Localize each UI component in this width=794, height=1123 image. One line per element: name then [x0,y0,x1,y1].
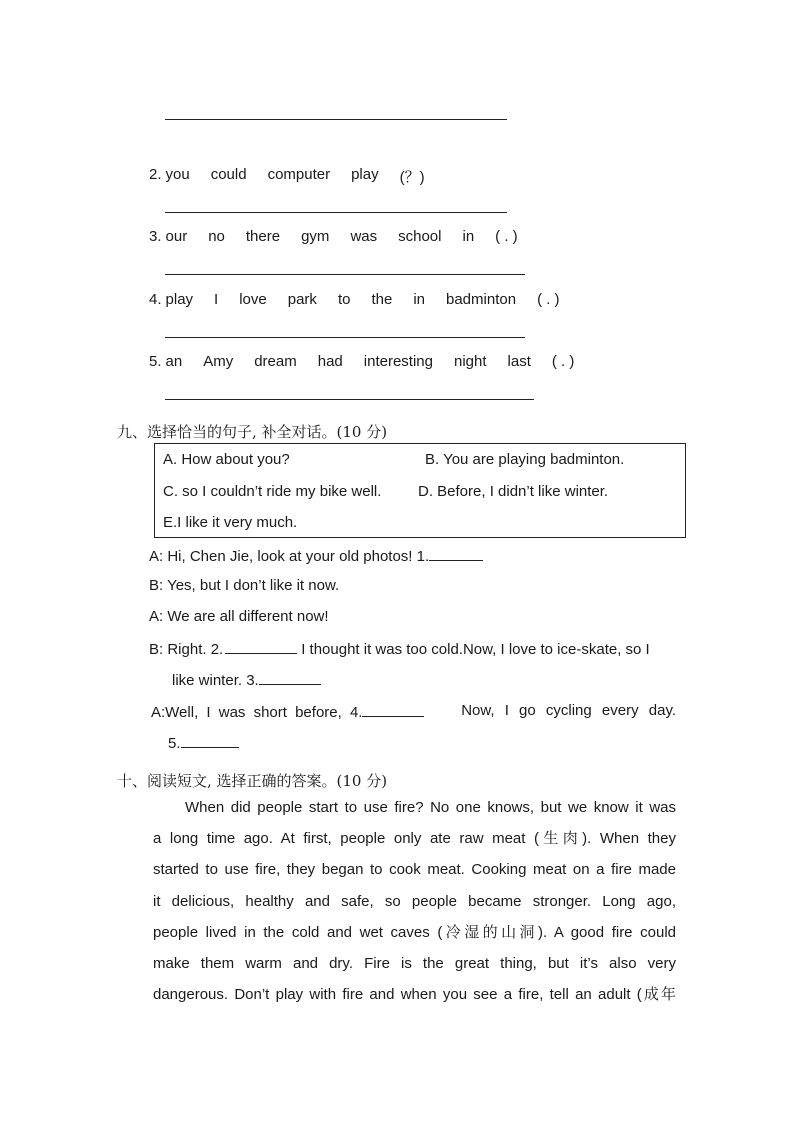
option-e: E.I like it very much. [163,514,298,531]
dialogue-text: like winter. 3. [172,672,259,689]
word: school [398,228,442,245]
option-c: C. so I couldn’t ride my bike well. [163,483,382,500]
dialogue-line-5 [172,670,321,689]
word: computer [267,166,331,183]
dialogue-line-7 [168,733,239,752]
item-3 [149,228,518,245]
word: in [462,228,475,245]
word: love [239,291,267,308]
passage-line: When did people start to use fire? No one knows, but we know it was [185,799,676,816]
word: Amy [203,353,234,370]
word: to [337,291,351,308]
answer-line-4[interactable] [165,337,525,338]
passage-line: a long time ago. At first, people only ate raw meat (生肉). When they [153,830,676,848]
item-5 [149,353,574,370]
passage-line: people lived in the cold and wet caves (冷湿的山洞). A good fire could [153,923,676,941]
word: gym [301,228,330,245]
word: badminton [446,291,517,308]
answer-line-1[interactable] [165,119,507,120]
options-box [154,443,686,538]
word: play [165,291,194,308]
word: the [371,291,393,308]
word: interesting [363,353,433,370]
dialogue-line-2: B: Yes, but I don’t like it now. [149,577,340,594]
blank-2[interactable] [225,639,297,654]
item-5-number: 5. [149,353,162,370]
option-d: D. Before, I didn’t like winter. [418,483,609,500]
blank-4[interactable] [362,702,424,717]
word: ( . ) [495,228,518,245]
passage-line: dangerous. Don’t play with fire and when you see a fire, tell an adult (成年 [153,986,676,1004]
dialogue-line-3: A: We are all different now! [149,608,329,625]
word: dream [254,353,297,370]
section-9-title: 九、选择恰当的句子, 补全对话。(10 分) [117,423,388,441]
passage-line: make them warm and dry. Fire is the great thing, but it’s also very [153,954,676,972]
dialogue-line-6 [151,702,676,721]
word: no [208,228,225,245]
dialogue-text: B: Right. 2. [149,641,224,658]
dialogue-text: I thought it was too cold.Now, I love to ice-skate, so I [301,641,650,658]
item-2-number: 2. [149,166,162,183]
option-a: A. How about you? [163,451,290,468]
answer-line-3[interactable] [165,274,525,275]
word: (？) [399,169,425,186]
word: had [317,353,343,370]
word: could [210,166,247,183]
item-4 [149,291,560,308]
passage-line: it delicious, healthy and safe, so people became stronger. Long ago, [153,892,676,910]
word: last [507,353,531,370]
blank-3[interactable] [259,670,321,685]
word: park [287,291,317,308]
word: our [165,228,188,245]
dialogue-line-4 [149,639,650,658]
word: play [351,166,379,183]
word: ( . ) [537,291,560,308]
dialogue-text: Now, I go cycling every day. [461,702,676,719]
word: night [453,353,487,370]
blank-1[interactable] [429,546,483,561]
passage-line: started to use fire, they began to cook meat. Cooking meat on a fire made [153,861,676,879]
option-b: B. You are playing badminton. [425,451,625,468]
word: an [165,353,183,370]
word: you [165,166,190,183]
word: was [350,228,378,245]
word: there [245,228,281,245]
dialogue-line-1 [149,546,483,565]
item-3-number: 3. [149,228,162,245]
answer-line-5[interactable] [165,399,534,400]
word: in [413,291,425,308]
section-10-title: 十、阅读短文, 选择正确的答案。(10 分) [117,772,388,790]
word: I [214,291,219,308]
dialogue-text: A:Well, I was short before, 4. [151,704,363,721]
blank-5[interactable] [181,733,239,748]
item-4-number: 4. [149,291,162,308]
dialogue-text: 5. [168,735,181,752]
item-2 [149,166,425,187]
answer-line-2[interactable] [165,212,507,213]
word: ( . ) [551,353,575,370]
dialogue-text: A: Hi, Chen Jie, look at your old photos! 1. [149,548,430,565]
reading-passage [153,792,676,1010]
